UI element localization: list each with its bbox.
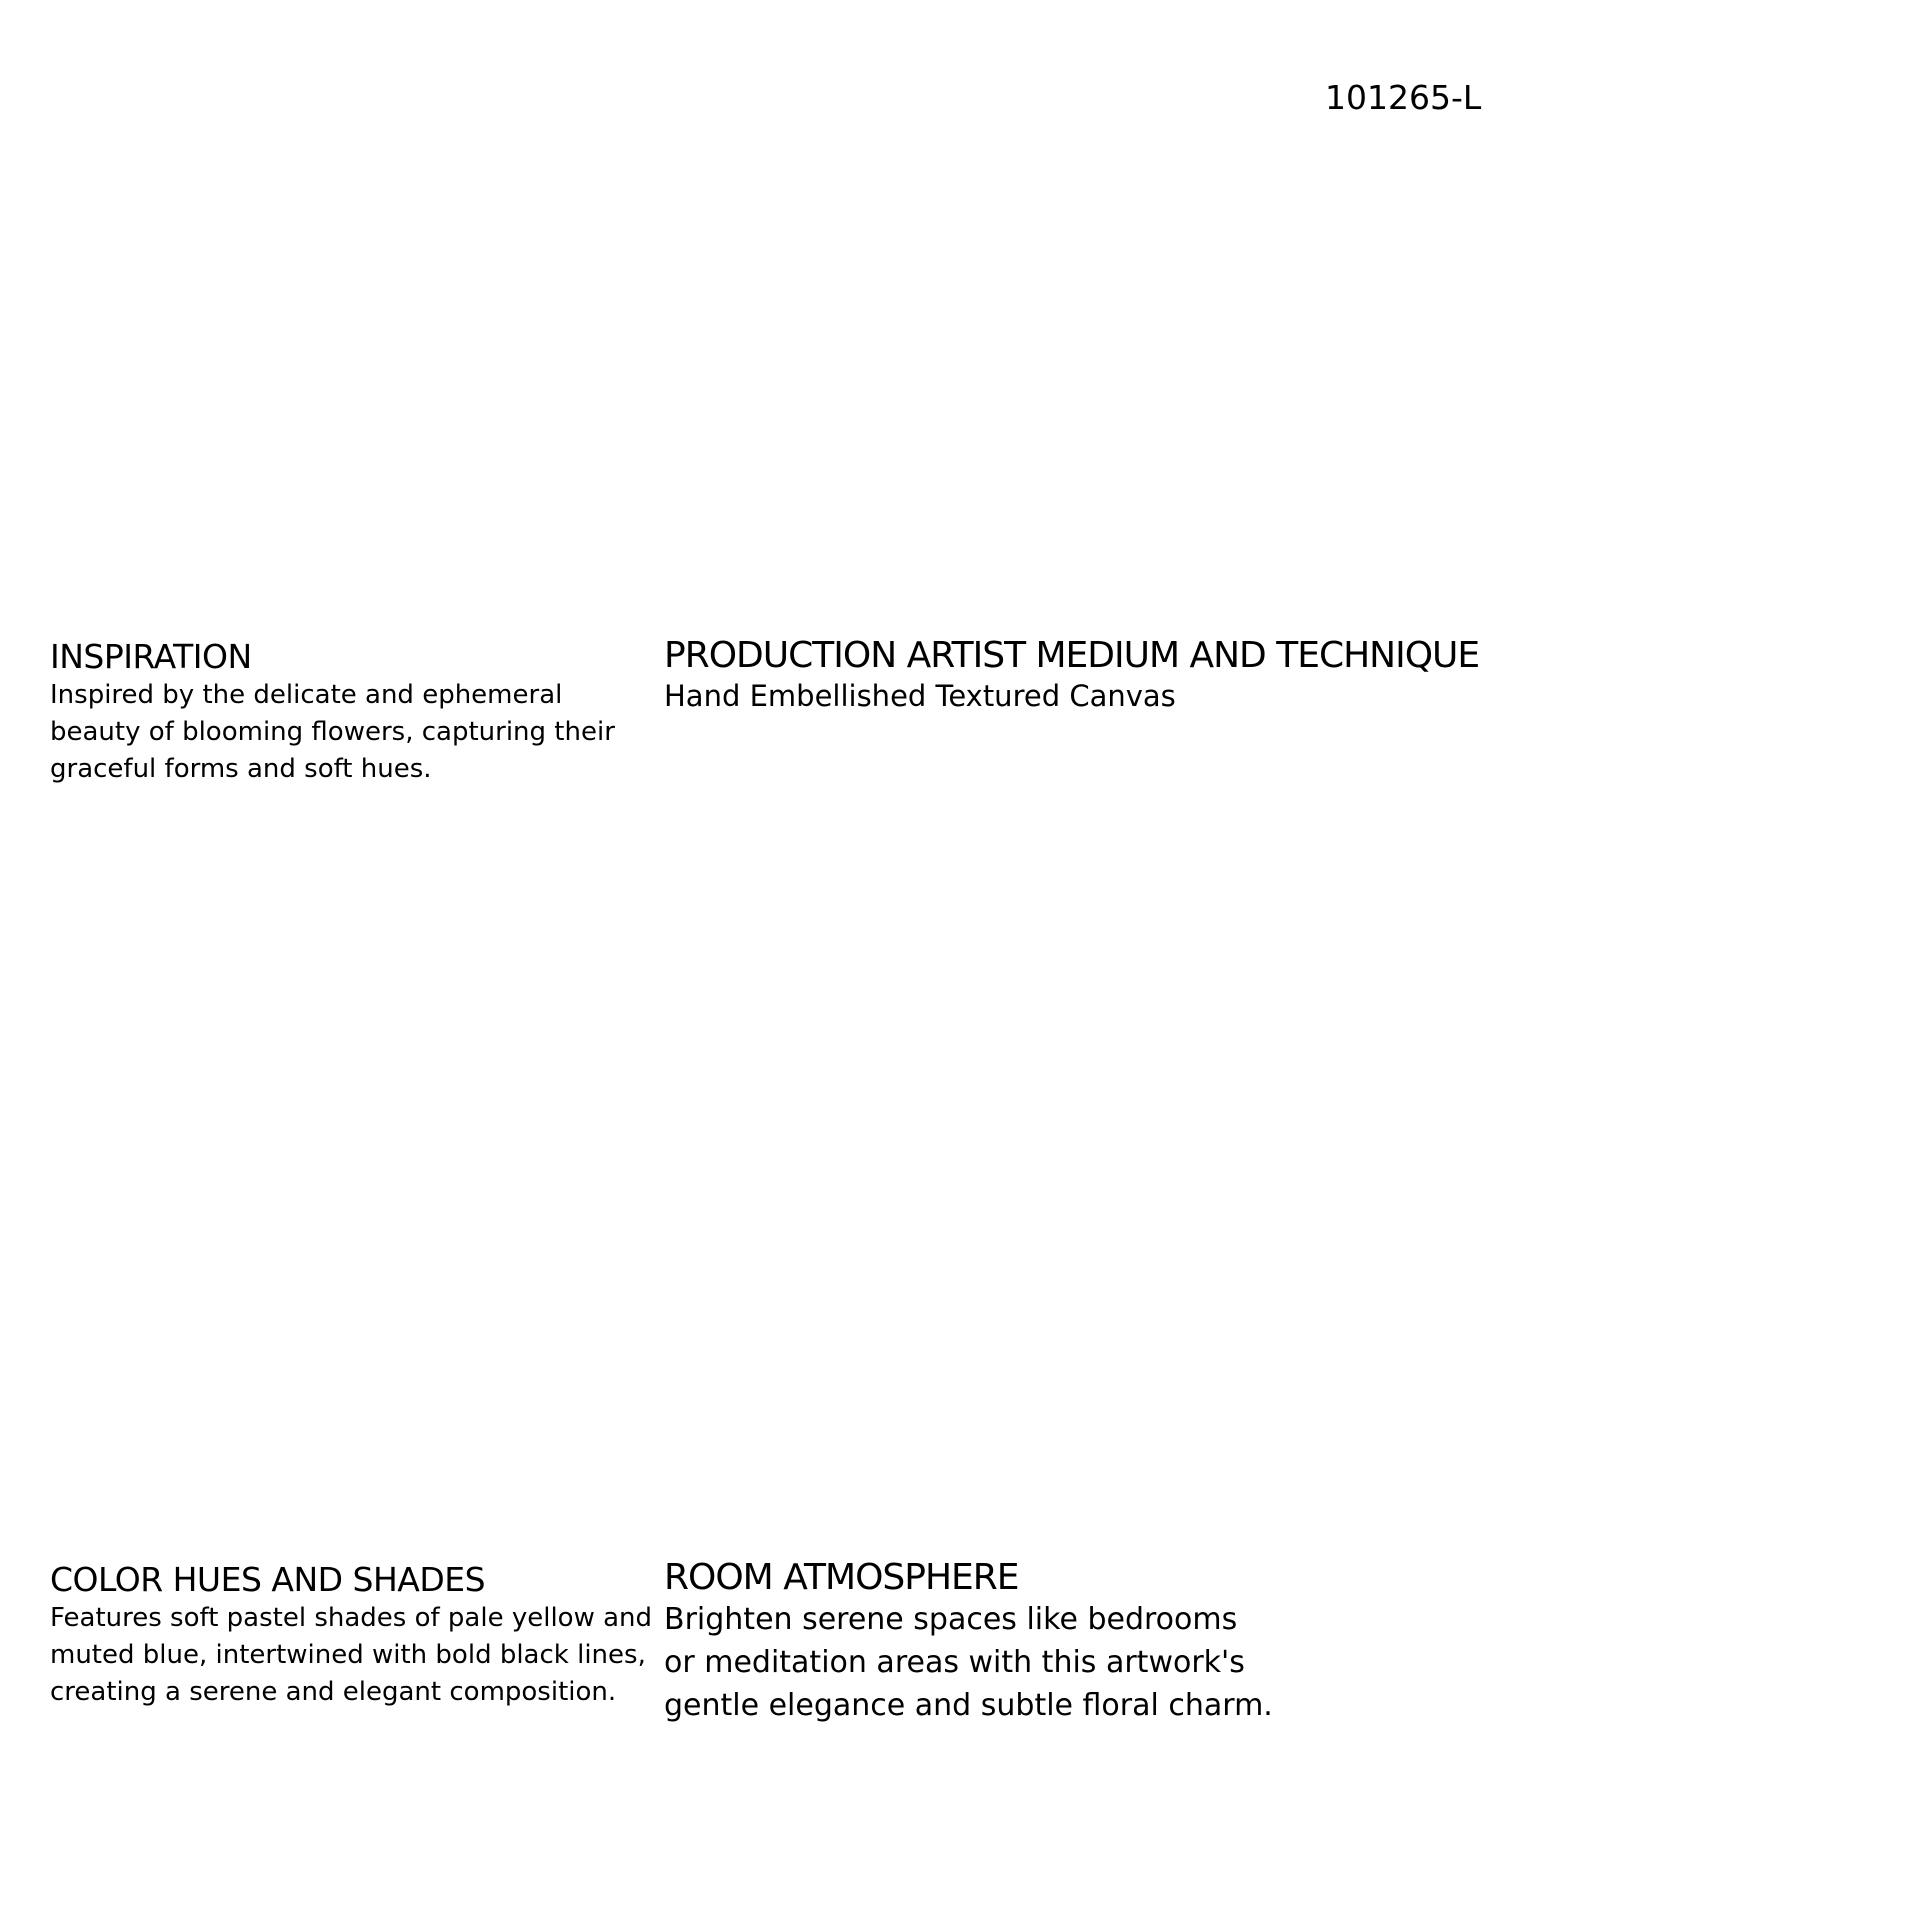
room-section — [664, 1558, 1273, 1727]
room-line-3: gentle elegance and subtle floral charm. — [664, 1688, 1273, 1723]
room-line-2: or meditation areas with this artwork's — [664, 1645, 1245, 1680]
color-line-1: Features soft pastel shades of pale yellow and — [50, 1603, 653, 1633]
inspiration-section — [50, 637, 615, 788]
color-heading: COLOR HUES AND SHADES — [50, 1560, 486, 1599]
inspiration-text — [50, 677, 615, 788]
color-section — [50, 1560, 652, 1711]
medium-section — [664, 636, 1479, 716]
room-line-1: Brighten serene spaces like bedrooms — [664, 1602, 1238, 1637]
inspiration-heading: INSPIRATION — [50, 637, 252, 676]
product-sku: 101265-L — [1325, 78, 1482, 117]
color-text — [50, 1600, 652, 1711]
color-line-2: muted blue, intertwined with bold black lines, — [50, 1640, 646, 1670]
room-heading: ROOM ATMOSPHERE — [664, 1557, 1019, 1598]
color-line-3: creating a serene and elegant composition. — [50, 1677, 617, 1707]
medium-text: Hand Embellished Textured Canvas — [664, 679, 1176, 713]
inspiration-line-3: graceful forms and soft hues. — [50, 754, 432, 784]
medium-heading: PRODUCTION ARTIST MEDIUM AND TECHNIQUE — [664, 635, 1480, 676]
inspiration-line-2: beauty of blooming flowers, capturing their — [50, 717, 615, 747]
inspiration-line-1: Inspired by the delicate and ephemeral — [50, 680, 563, 710]
room-text — [664, 1598, 1273, 1727]
